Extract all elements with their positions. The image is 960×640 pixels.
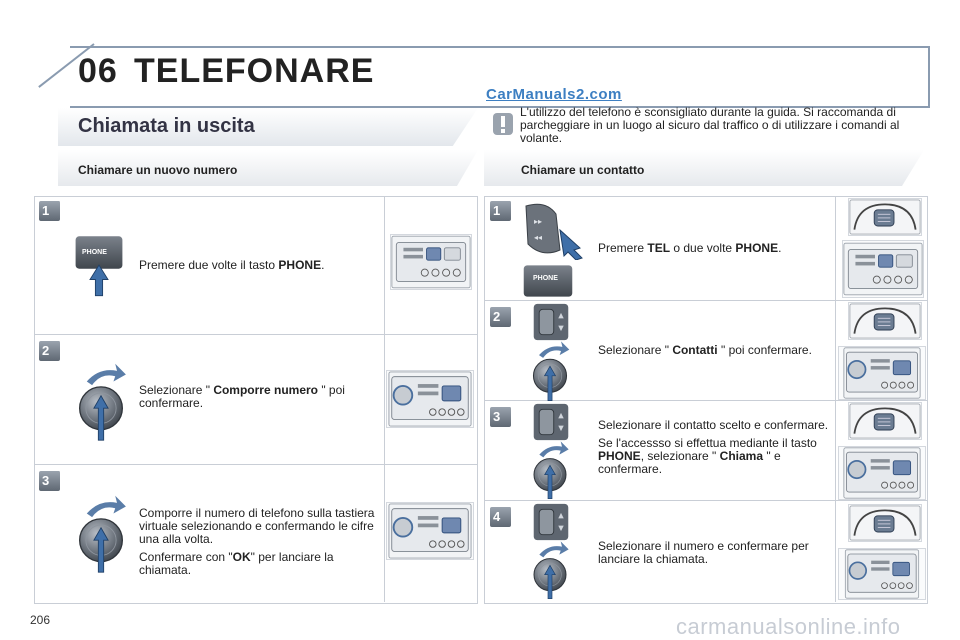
rotary-knob-icon [528,540,572,600]
section-title: Chiamata in uscita [78,115,255,137]
left-subheader-title: Chiamare un nuovo numero [78,163,238,177]
right-subheader-title: Chiamare un contatto [521,163,645,177]
left-step-2-text [139,384,379,410]
step-number: 1 [42,203,50,218]
step-number: 2 [493,309,501,324]
text-run-bold: Contatti [672,343,718,357]
radio-knob-unit-icon [838,548,926,600]
text-run: . [321,258,325,272]
rotary-knob-icon [528,440,572,500]
text-run: " poi confermare. [139,383,345,410]
radio-knob-unit-icon [838,346,926,400]
text-run-bold: Chiama [719,449,764,463]
step-number: 3 [42,473,50,488]
text-run-bold: PHONE [735,241,779,255]
text-run: o due volte [670,241,736,255]
watermark-bottom: carmanualsonline.info [676,614,901,639]
warning-text: L'utilizzo del telefono è sconsigliato durante la guida. Si raccomanda di parcheggiare in un luogo al sicuro dal traffico o di utilizzare i comandi al volante. [520,105,900,145]
steering-wheel-control-icon [848,302,922,340]
radio-unit-icon [842,240,924,298]
text-paragraph [598,437,830,476]
right-step-2-text [598,344,834,357]
phone-button-icon [72,234,126,298]
radio-knob-unit-icon [838,446,926,500]
steering-wheel-control-icon [848,504,922,542]
rotary-knob-icon [528,340,572,402]
text-run: " e confermare. [598,449,781,476]
chapter-title: TELEFONARE [134,52,375,90]
text-paragraph: Comporre il numero di telefono sulla tastiera virtuale selezionando e confermando le cifre una alla volta. [139,506,375,546]
chapter-number: 06 [78,52,118,90]
text-run-bold: PHONE [278,258,322,272]
text-run: Selezionare " [139,383,214,397]
step-number: 1 [493,203,501,218]
rotary-knob-icon [74,494,128,574]
radio-knob-unit-icon [386,502,474,560]
right-step-3-text [598,419,830,481]
text-run: " per lanciare la chiamata. [139,550,334,577]
radio-unit-icon [390,234,472,290]
phone-button-label: PHONE [533,275,558,282]
right-step-1-text [598,242,830,255]
text-run: Se l'accessso si effettua mediante il tasto [598,436,817,450]
right-step-4-text: Selezionare il numero e confermare per lanciare la chiamata. [598,539,809,566]
steering-stalk-icon [516,200,586,260]
watermark-top-link[interactable]: CarManuals2.com [486,86,622,103]
step-number: 2 [42,343,50,358]
left-step-3-text [139,507,375,582]
steering-wheel-control-icon [848,402,922,440]
text-run: Selezionare " [598,343,673,357]
left-step-1-text [139,259,379,272]
right-image-divider [835,196,836,602]
left-image-divider [384,196,385,602]
text-run: . [778,241,782,255]
text-paragraph [139,551,375,577]
step-number: 3 [493,409,501,424]
thumbwheel-icon [530,302,572,342]
text-run-bold: Comporre numero [213,383,318,397]
text-run-bold: TEL [647,241,671,255]
text-run: Confermare con " [139,550,233,564]
rotary-knob-icon [74,362,128,442]
page-number: 206 [30,613,51,627]
text-run: , selezionare " [640,449,720,463]
thumbwheel-icon [530,402,572,442]
text-run-bold: OK [232,550,251,564]
steering-wheel-control-icon [848,198,922,236]
radio-knob-unit-icon [386,370,474,428]
text-run-bold: PHONE [598,449,641,463]
step-number: 4 [493,509,501,524]
text-run: " poi confermare. [717,343,812,357]
warning-icon [492,112,514,136]
text-paragraph: Selezionare il contatto scelto e confermare. [598,418,829,432]
thumbwheel-icon [530,502,572,542]
phone-button-label: PHONE [82,249,107,256]
text-run: Premere due volte il tasto [139,258,279,272]
text-run: Premere [598,241,648,255]
